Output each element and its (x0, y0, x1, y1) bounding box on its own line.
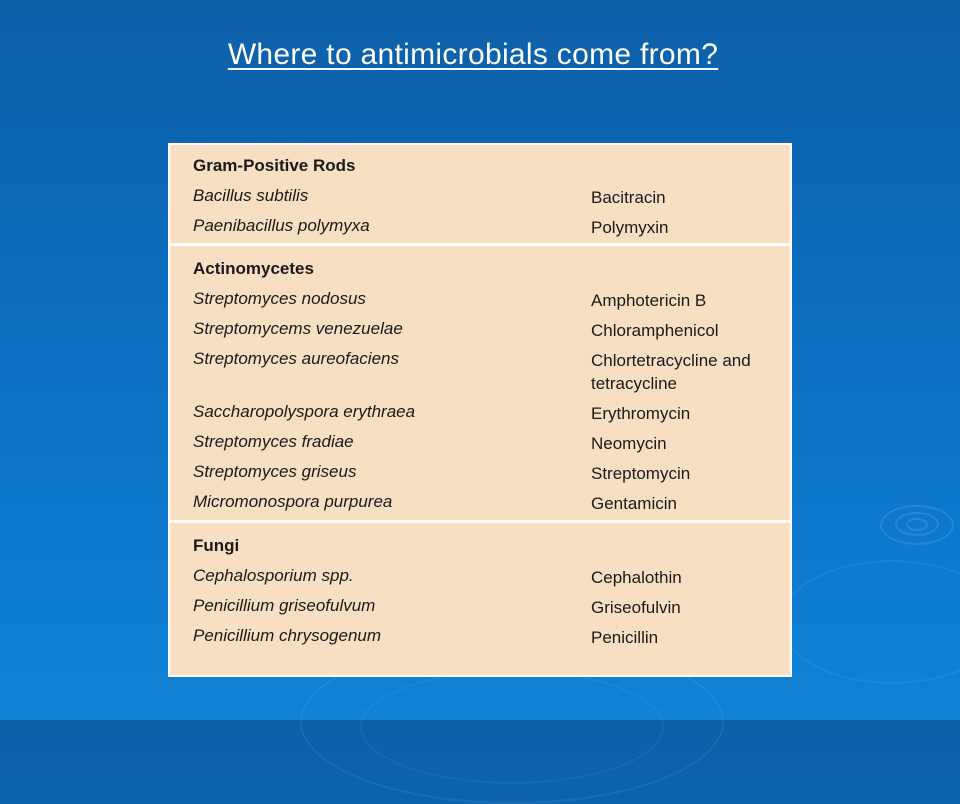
slide-title: Where to antimicrobials come from? (227, 38, 719, 71)
section-header: Gram-Positive Rods (193, 156, 356, 175)
antibiotic-name: Cephalothin (591, 568, 682, 587)
organism-name: Saccharopolyspora erythraea (193, 402, 416, 421)
section-divider (170, 243, 790, 246)
antibiotic-name: Chloramphenicol (591, 321, 719, 340)
water-ripple-decoration (906, 518, 928, 531)
organism-name: Penicillium chrysogenum (193, 626, 382, 645)
organism-name: Paenibacillus polymyxa (193, 216, 370, 235)
organism-name: Micromonospora purpurea (193, 492, 393, 511)
organism-name: Streptomyces griseus (193, 462, 357, 481)
section-header: Actinomycetes (193, 259, 314, 278)
organism-name: Bacillus subtilis (193, 186, 309, 205)
antibiotic-name: Neomycin (591, 434, 667, 453)
organism-name: Cephalosporium spp. (193, 566, 354, 585)
section-divider (170, 520, 790, 523)
antibiotic-name: Erythromycin (591, 404, 691, 423)
organism-name: Streptomycems venezuelae (193, 319, 403, 338)
organism-name: Streptomyces aureofaciens (193, 349, 399, 368)
antimicrobial-sources-table (168, 143, 792, 677)
antibiotic-name: Streptomycin (591, 464, 691, 483)
organism-name: Streptomyces nodosus (193, 289, 366, 308)
antibiotic-name: Penicillin (591, 628, 659, 647)
section-header: Fungi (193, 536, 240, 555)
organism-name: Streptomyces fradiae (193, 432, 354, 451)
water-ripple-decoration (360, 670, 664, 784)
organism-name: Penicillium griseofulvum (193, 596, 376, 615)
antibiotic-name: Griseofulvin (591, 598, 681, 617)
antibiotic-name: Bacitracin (591, 188, 666, 207)
water-ripple-decoration (780, 560, 960, 684)
antibiotic-name: Amphotericin B (591, 291, 707, 310)
antibiotic-name: Gentamicin (591, 494, 677, 513)
antibiotic-name: Chlortetracycline and tetracycline (591, 351, 751, 393)
antibiotic-name: Polymyxin (591, 218, 669, 237)
